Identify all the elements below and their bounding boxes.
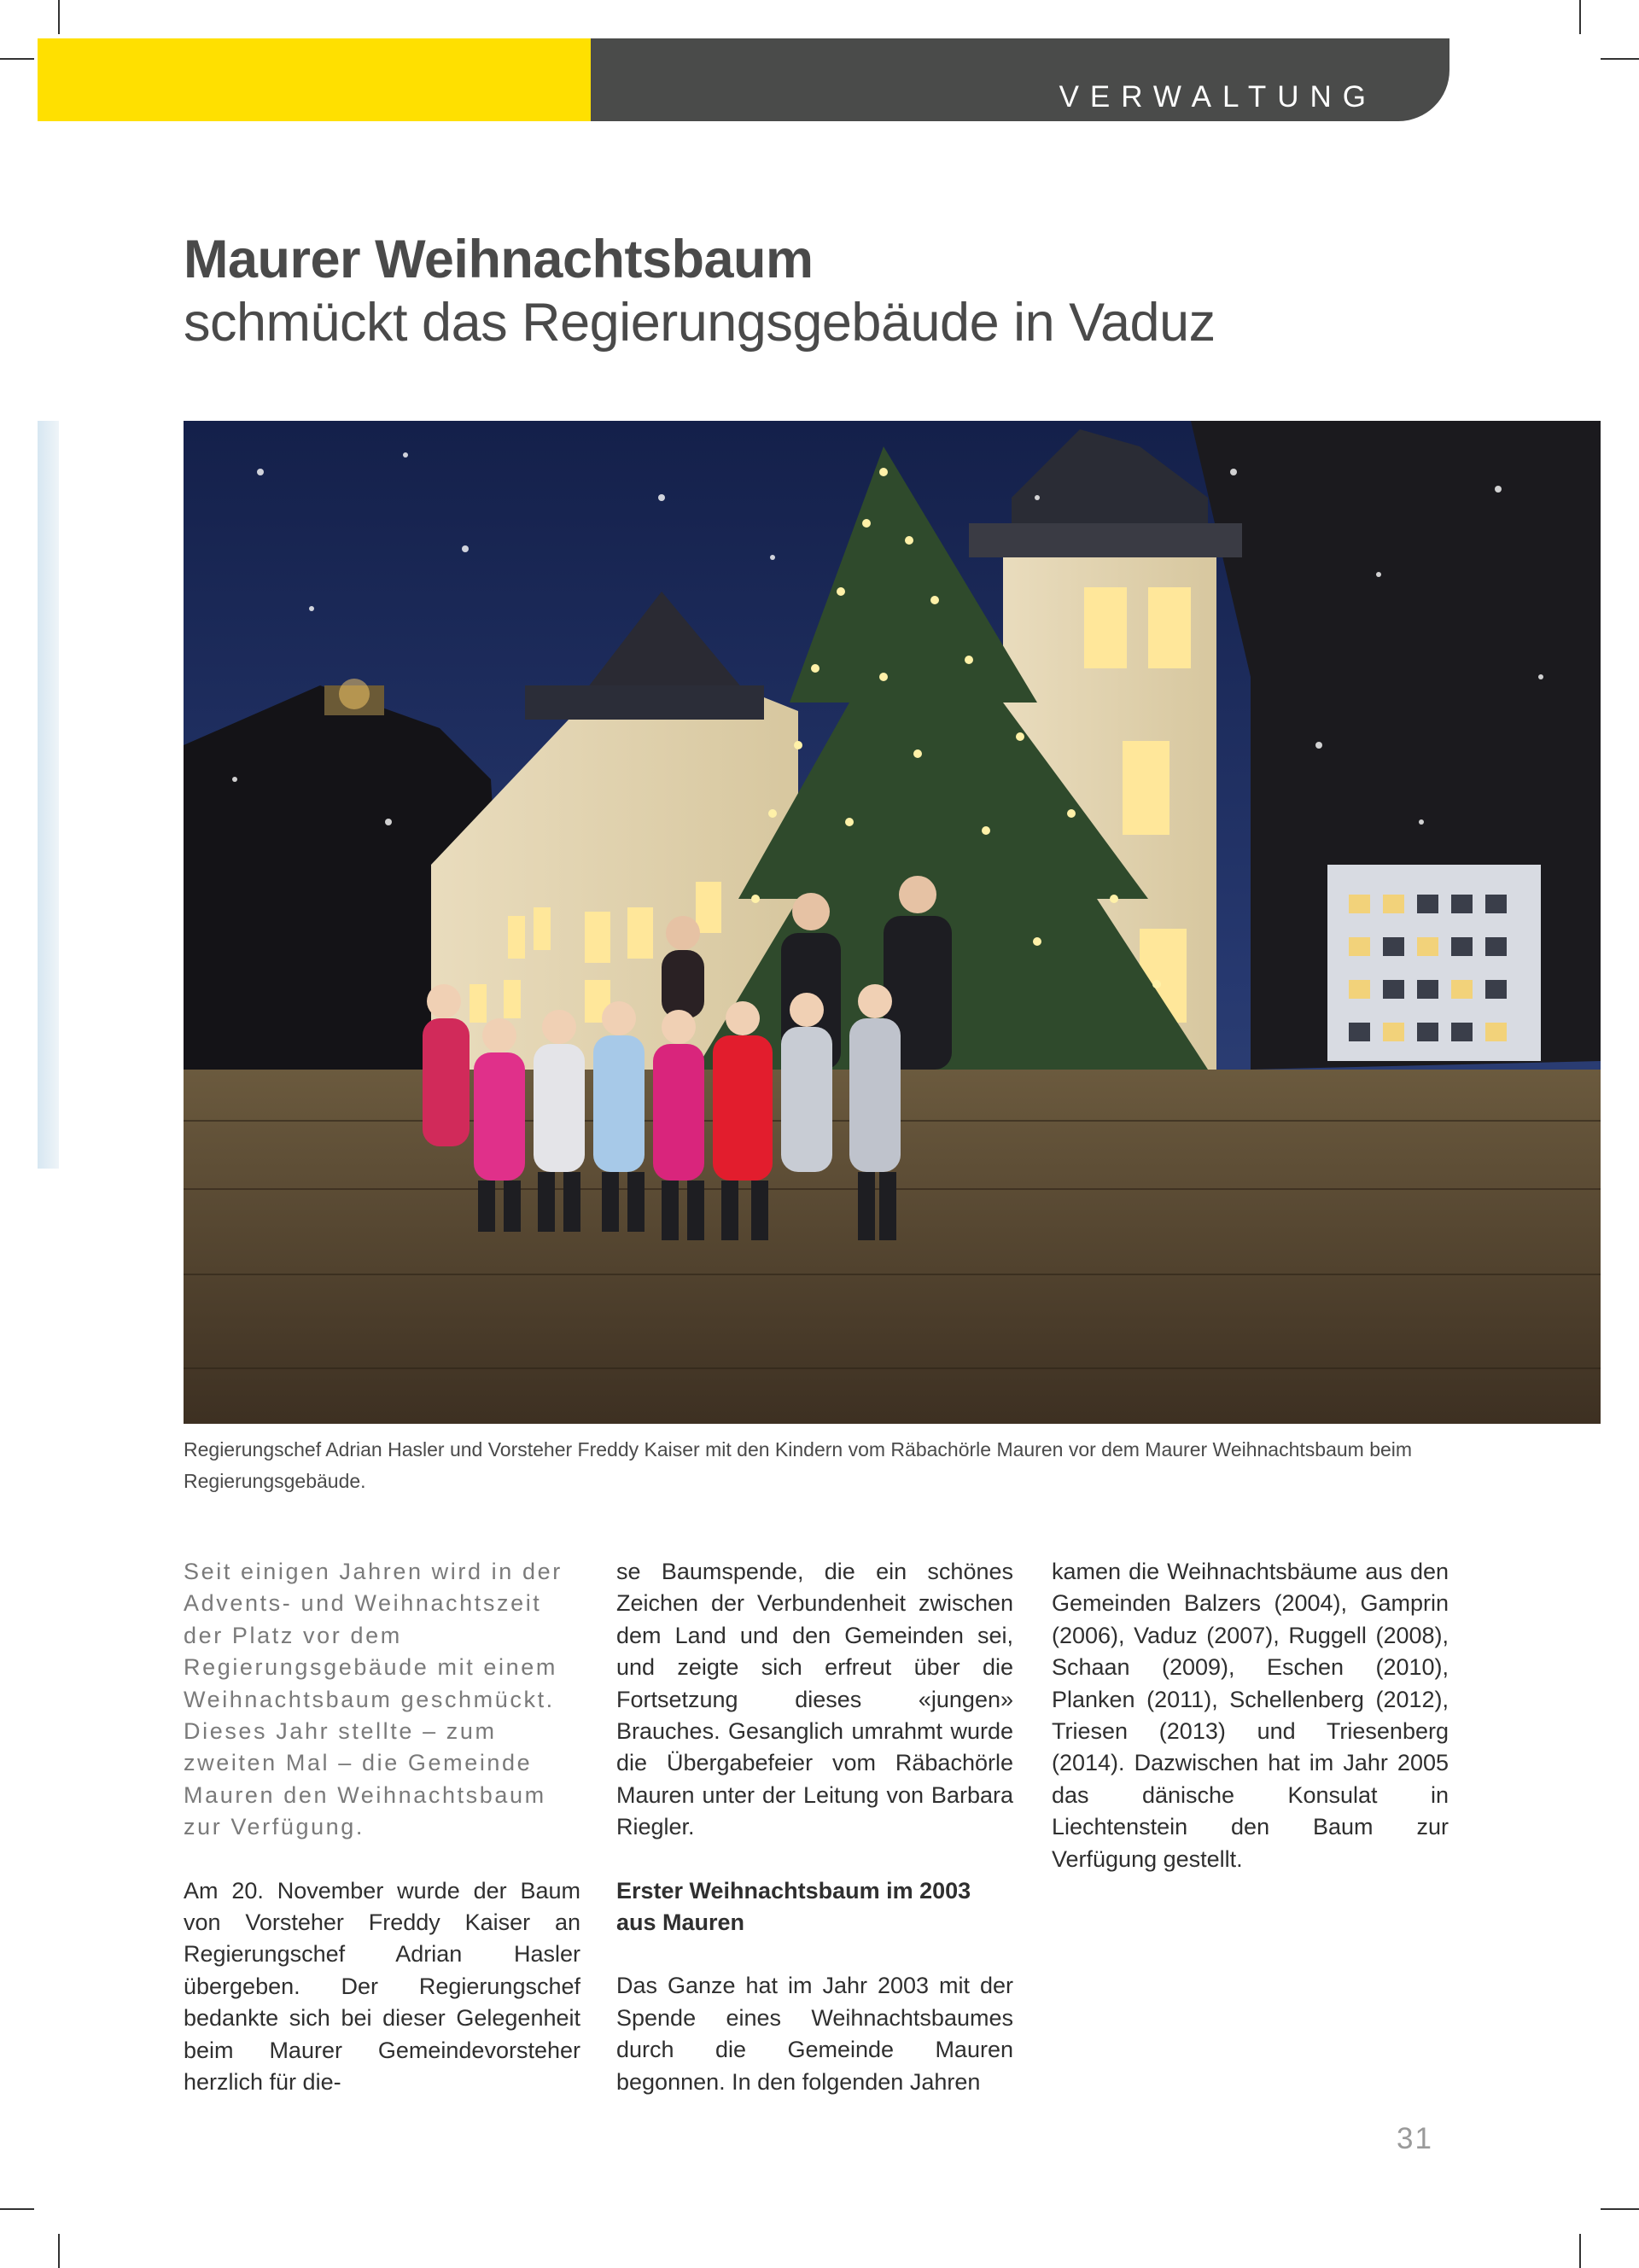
photo-caption: Regierungschef Adrian Hasler und Vorsteher Freddy Kaiser mit den Kindern vom Räbachörle Mauren vor dem Maurer Weihnachtsbaum beim Regierungsgebäude. — [184, 1438, 1413, 1492]
article-subtitle: schmückt das Regierungsgebäude in Vaduz — [184, 293, 1216, 353]
crop-mark — [0, 2208, 34, 2210]
body-paragraph: kamen die Weihnachtsbäume aus den Gemeinden Balzers (2004), Gamprin (2006), Vaduz (2007), Ruggell (2008), Schaan (2009), Eschen (2010), Planken (2011), Schellenberg (2012), Triesen (2013) und Triesenberg (2014). Dazwischen hat im Jahr 2005 das dänische Konsulat in Liechtenstein den Baum zur Verfügung gestellt. — [1052, 1559, 1449, 1872]
crop-mark — [1601, 58, 1639, 60]
article-title: Maurer Weihnachtsbaum — [184, 230, 814, 289]
body-paragraph: Am 20. November wurde der Baum von Vorsteher Freddy Kaiser an Regierungschef Adrian Hasler übergeben. Der Regierungschef bedankte sich bei dieser Gelegenheit beim Maurer Gemeindevorsteher herzlich für die- — [184, 1877, 580, 2096]
body-paragraph: se Baumspende, die ein schönes Zeichen der Verbundenheit zwischen dem Land und den Gemeinden sei, und zeigte sich erfreut über die Fortsetzung dieses «jungen» Brauches. Gesanglich umrahmt wurde die Übergabefeier vom Räbachörle Mauren unter der Leitung von Barbara Riegler. — [616, 1559, 1013, 1840]
crop-mark — [1601, 2208, 1639, 2210]
text-column-2 — [616, 1556, 1013, 2098]
crop-mark — [1579, 0, 1581, 34]
article-photo — [184, 421, 1601, 1424]
crop-mark — [0, 58, 34, 60]
text-column-1 — [184, 1556, 580, 2099]
side-accent-bar — [38, 421, 59, 1169]
crop-mark — [58, 0, 60, 34]
body-paragraph: Das Ganze hat im Jahr 2003 mit der Spende eines Weihnachtsbaumes durch die Gemeinde Mauren begonnen. In den folgenden Jahren — [616, 1973, 1013, 2095]
crop-mark — [1579, 2234, 1581, 2268]
lead-paragraph: Seit einigen Jahren wird in der Advents- und Weihnachtszeit der Platz vor dem Regierungsgebäude mit einem Weihnachtsbaum geschmückt. Dieses Jahr stellte – zum zweiten Mal – die Gemeinde Mauren den Weihnachtsbaum zur Verfügung. — [184, 1559, 563, 1840]
section-label: VERWALTUNG — [1059, 80, 1377, 114]
section-band — [591, 38, 1449, 121]
crop-mark — [58, 2234, 60, 2268]
text-column-3 — [1052, 1556, 1449, 1875]
page-number: 31 — [1397, 2122, 1433, 2155]
header-accent-bar — [38, 38, 591, 121]
section-subheading: Erster Weihnachtsbaum im 2003 aus Mauren — [616, 1877, 971, 1936]
